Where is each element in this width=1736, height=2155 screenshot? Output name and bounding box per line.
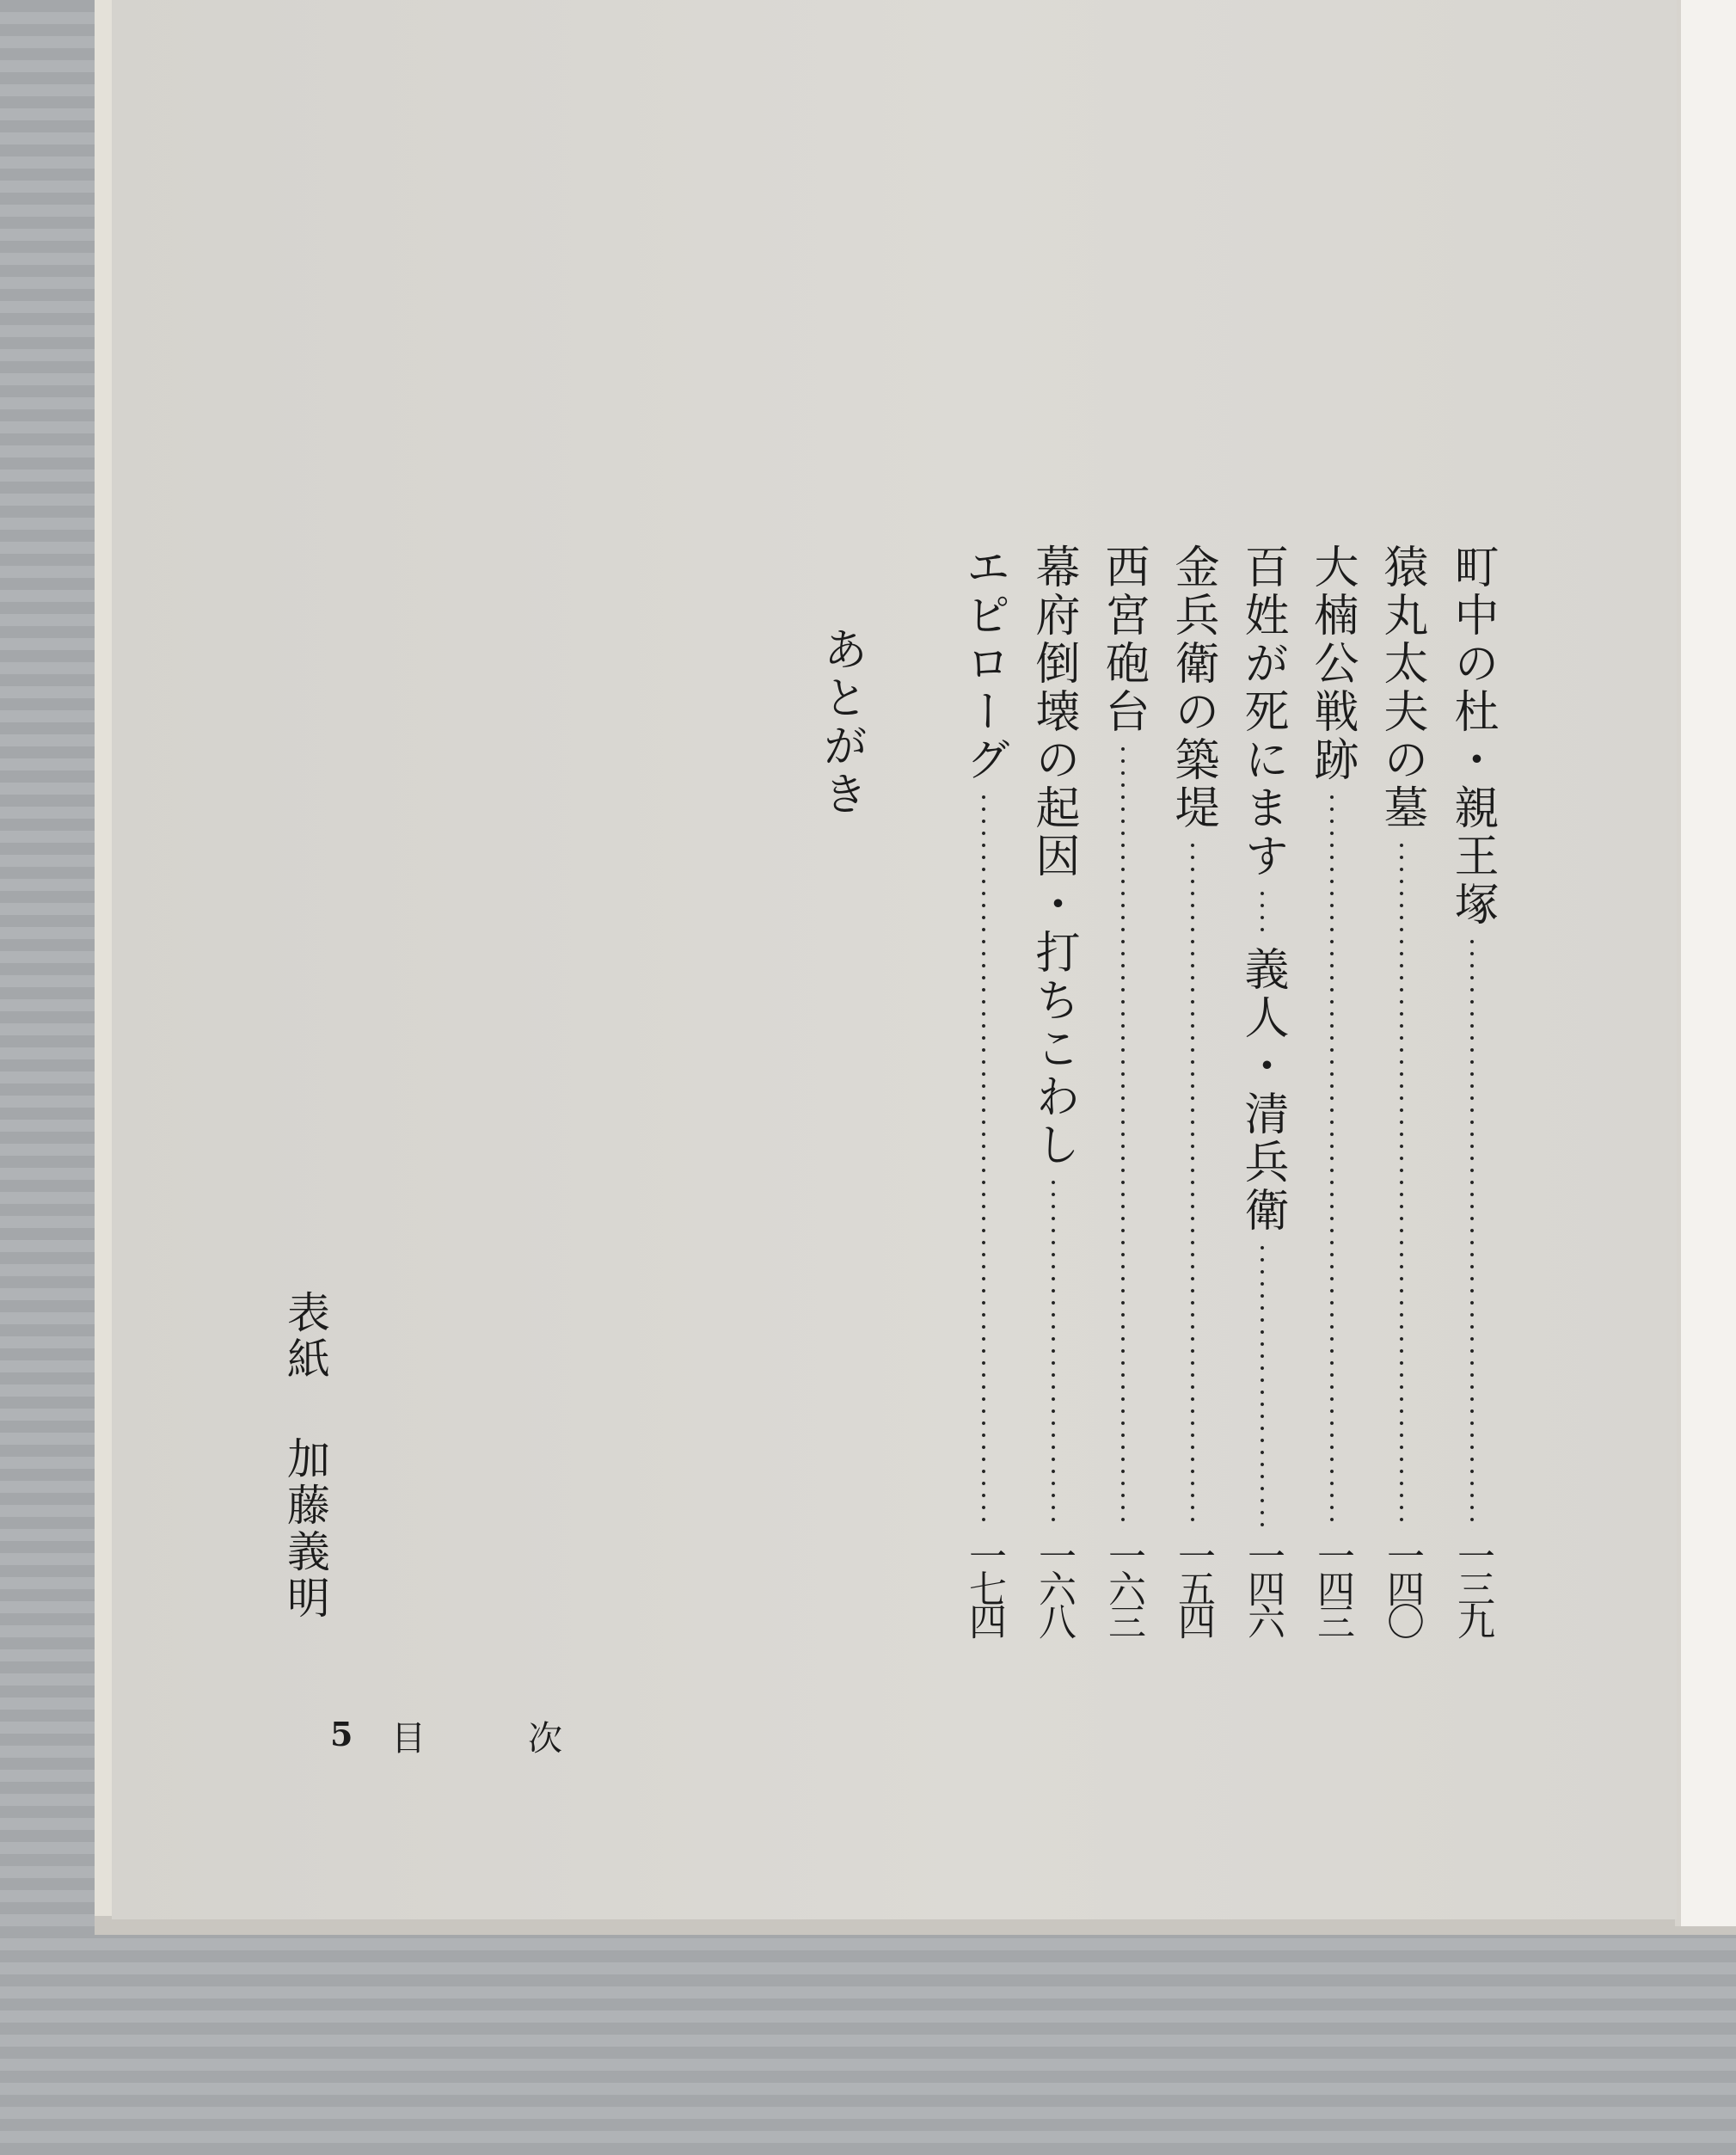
toc-title: 大楠公戦跡: [1306, 543, 1358, 784]
cover-credit-name: 加藤義明: [280, 1436, 330, 1622]
toc-entry-4: [1235, 543, 1290, 1640]
toc-title: エピローグ: [958, 543, 1009, 784]
toc-page-number: 一四六: [1241, 1537, 1285, 1635]
toc-page-number: 一五四: [1171, 1537, 1215, 1635]
page-number: 5: [330, 1715, 353, 1753]
toc-page-number: 一七四: [962, 1537, 1006, 1635]
toc-entry-8: [956, 543, 1011, 1640]
toc-title: 町中の杜・親王塚: [1446, 543, 1498, 929]
toc-entry-5: [1165, 543, 1220, 1640]
toc-title: 幕府倒壊の起因・打ちこわし: [1027, 543, 1079, 1170]
leader-dots: [1469, 936, 1475, 1530]
toc-title: 猿丸太夫の墓: [1376, 543, 1427, 832]
leader-dots: [1260, 887, 1265, 939]
toc-entry-6: [1095, 543, 1150, 1640]
leader-dots: [1329, 791, 1334, 1530]
leader-dots: [1399, 839, 1404, 1530]
leader-dots: [1190, 839, 1195, 1530]
toc-entry-2: [1374, 543, 1429, 1640]
facing-page: [1681, 0, 1736, 1926]
running-head-right: 次: [528, 1719, 562, 1759]
toc-title: 金兵衛の築堤: [1167, 543, 1218, 832]
leader-dots: [1260, 1242, 1265, 1530]
toc-page-number: 一六三: [1101, 1537, 1145, 1635]
leader-dots: [1120, 743, 1126, 1530]
toc-afterword: あとがき: [815, 626, 867, 819]
leader-dots: [1051, 1176, 1056, 1530]
leader-dots: [981, 791, 986, 1530]
toc-subtitle: 義人・清兵衛: [1236, 946, 1288, 1235]
running-head-left: 目: [391, 1719, 426, 1759]
cover-credit-label: 表紙: [280, 1290, 330, 1383]
toc-title: 西宮砲台: [1097, 543, 1149, 736]
toc-entry-7: [1026, 543, 1081, 1640]
toc-page-number: 一六八: [1032, 1537, 1076, 1635]
toc-entry-3: [1304, 543, 1359, 1640]
toc-page-number: 一三九: [1451, 1537, 1494, 1635]
toc-title: 百姓が死にます: [1236, 543, 1288, 881]
toc-page-number: 一四三: [1310, 1537, 1354, 1635]
book-page: [112, 0, 1677, 1919]
toc-entry-1: [1445, 543, 1500, 1640]
toc-page-number: 一四〇: [1380, 1537, 1424, 1635]
